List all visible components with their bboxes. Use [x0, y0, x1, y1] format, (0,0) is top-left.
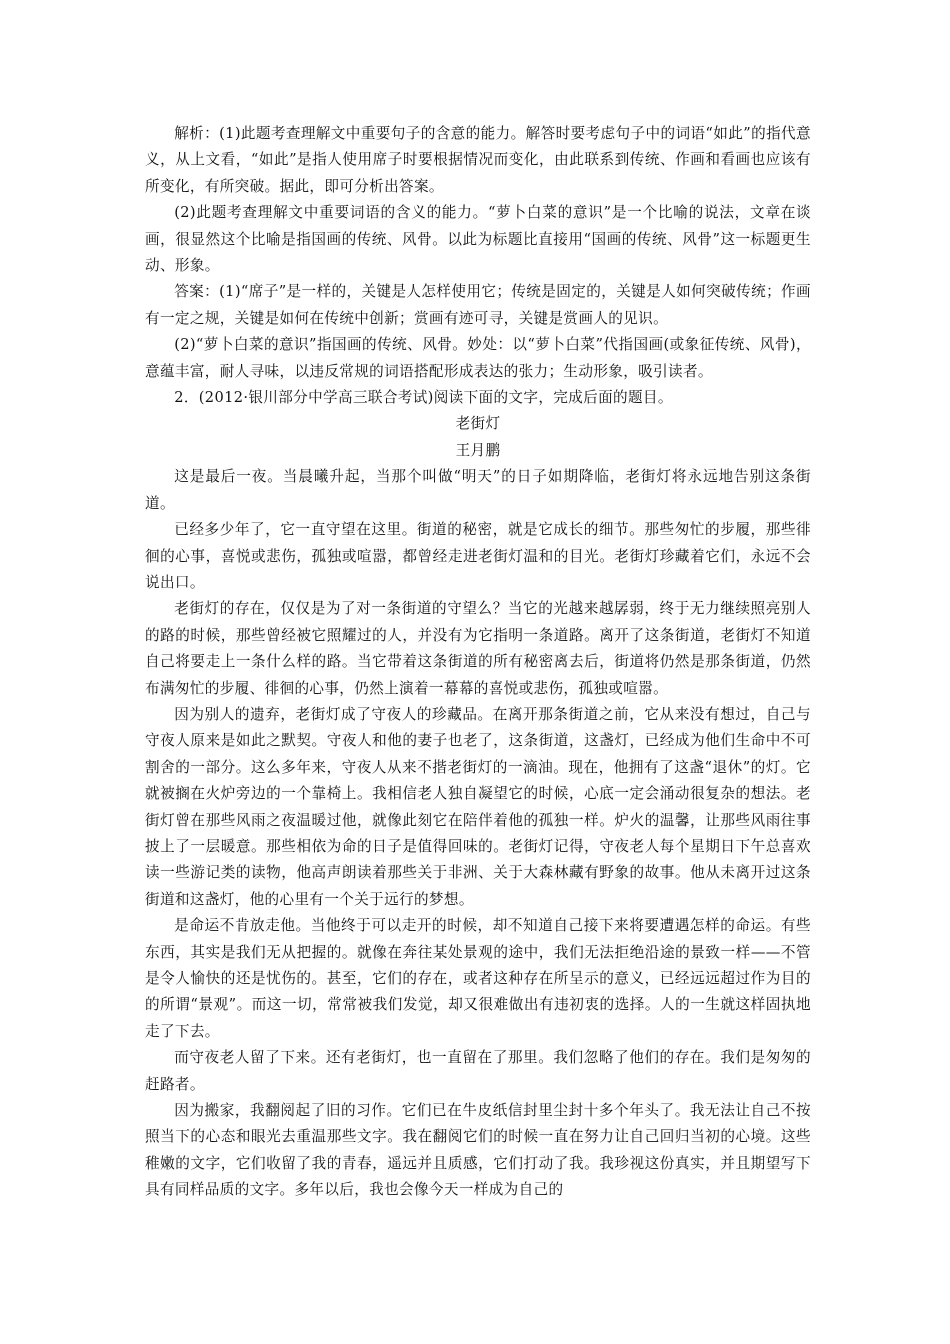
article-title: 老街灯 [455, 415, 501, 433]
analysis-paragraph-1: 解析：(1)此题考查理解文中重要句子的含意的能力。解答时要考虑句子中的词语“如此”的指代意义，从上文看，“如此”是指人使用席子时要根据情况而变化，由此联系到传统、作画和看画也应该有所变化，有所突破。据此，即可分析出答案。 [145, 125, 811, 195]
article-paragraph: 因为搬家，我翻阅起了旧的习作。它们已在牛皮纸信封里尘封十多个年头了。我无法让自己不按照当下的心态和眼光去重温那些文字。我在翻阅它们的时候一直在努力让自己回归当初的心境。这些稚嫩的文字，它们收留了我的青春，遥远并且质感，它们打动了我。我珍视这份真实，并且期望写下具有同样品质的文字。多年以后，我也会像今天一样成为自己的 [145, 1102, 811, 1199]
document-page [145, 121, 811, 1204]
article-paragraph: 这是最后一夜。当晨曦升起，当那个叫做“明天”的日子如期降临，老街灯将永远地告别这条街道。 [145, 468, 811, 512]
analysis-paragraph-2: (2)此题考查理解文中重要词语的含义的能力。“萝卜白菜的意识”是一个比喻的说法，文章在谈画，很显然这个比喻是指国画的传统、风骨。以此为标题比直接用“国画的传统、风骨”这一标题更生动、形象。 [145, 204, 811, 275]
article-paragraph: 是命运不肯放走他。当他终于可以走开的时候，却不知道自己接下来将要遭遇怎样的命运。有些东西，其实是我们无从把握的。就像在奔往某处景观的途中，我们无法拒绝沿途的景致一样——不管是令人愉快的还是忧伤的。甚至，它们的存在，或者这种存在所呈示的意义，已经远远超过作为目的的所谓“景观”。而这一切，常常被我们发觉，却又很难做出有违初衷的选择。人的一生就这样固执地走了下去。 [145, 917, 811, 1040]
article-author: 王月鹏 [455, 441, 501, 459]
article-paragraph: 因为别人的遗弃，老街灯成了守夜人的珍藏品。在离开那条街道之前，它从来没有想过，自己与守夜人原来是如此之默契。守夜人和他的妻子也老了，这条街道，这盏灯，已经成为他们生命中不可割舍的一部分。这么多年来，守夜人从来不揩老街灯的一滴油。现在，他拥有了这盏“退休”的灯。它就被搁在火炉旁边的一个靠椅上。我相信老人独自凝望它的时候，心底一定会涌动很复杂的想法。老街灯曾在那些风雨之夜温暖过他，就像此刻它在陪伴着他的孤独一样。炉火的温馨，让那些风雨往事披上了一层暖意。那些相依为命的日子是值得回味的。老街灯记得，守夜老人每个星期日下午总喜欢读一些游记类的读物，他高声朗读着那些关于非洲、关于大森林藏有野象的故事。他从未离开过这条街道和这盏灯，他的心里有一个关于远行的梦想。 [145, 705, 811, 908]
article-paragraph: 而守夜老人留了下来。还有老街灯，也一直留在了那里。我们忽略了他们的存在。我们是匆匆的赶路者。 [145, 1049, 811, 1093]
answer-paragraph-1: 答案：(1)“席子”是一样的，关键是人怎样使用它；传统是固定的，关键是人如何突破传统；作画有一定之规，关键是如何在传统中创新；赏画有迹可寻，关键是赏画人的见识。 [145, 283, 811, 327]
answer-paragraph-2: (2)“萝卜白菜的意识”指国画的传统、风骨。妙处：以“萝卜白菜”代指国画(或象征传统、风骨)，意蕴丰富，耐人寻味，以违反常规的词语搭配形成表达的张力；生动形象，吸引读者。 [145, 336, 811, 380]
article-paragraph: 老街灯的存在，仅仅是为了对一条街道的守望么？当它的光越来越孱弱，终于无力继续照亮别人的路的时候，那些曾经被它照耀过的人，并没有为它指明一条道路。离开了这条街道，老街灯不知道自己将要走上一条什么样的路。当它带着这条街道的所有秘密离去后，街道将仍然是那条街道，仍然布满匆忙的步履、徘徊的心事，仍然上演着一幕幕的喜悦或悲伤，孤独或喧嚣。 [145, 600, 811, 697]
question-prompt: 2．(2012·银川部分中学高三联合考试)阅读下面的文字，完成后面的题目。 [174, 389, 673, 407]
article-paragraph: 已经多少年了，它一直守望在这里。街道的秘密，就是它成长的细节。那些匆忙的步履，那些徘徊的心事，喜悦或悲伤，孤独或喧嚣，都曾经走进老街灯温和的目光。老街灯珍藏着它们，永远不会说出口。 [145, 521, 811, 591]
